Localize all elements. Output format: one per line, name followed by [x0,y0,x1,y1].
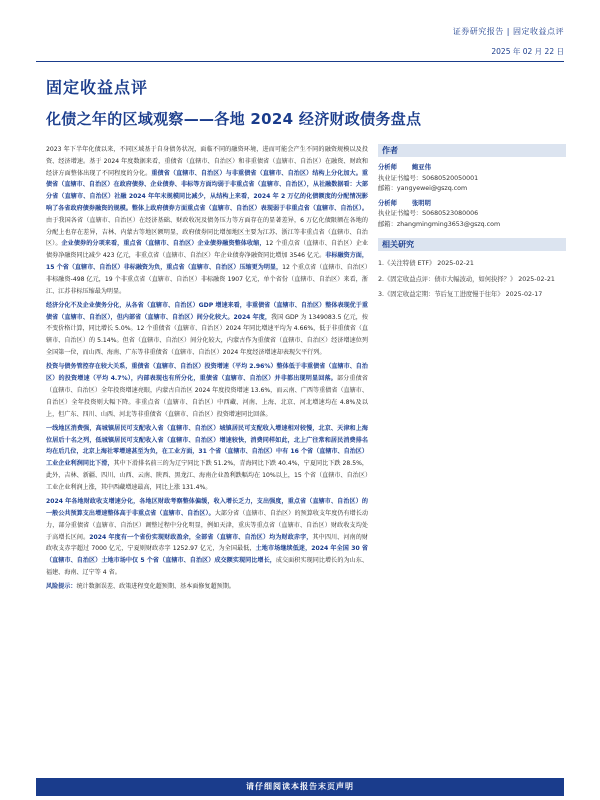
related-research [378,238,566,301]
sidebar [378,144,566,306]
related-heading: 相关研究 [378,238,566,251]
header-divider [36,61,564,62]
body-text: 由于我国各省（直辖市、自治区）在经济基础、财政收况及债务压力等方面存在的显著差异，6 万亿化债限额在各地的分配上也存在差异，吉林、内蒙古等地区额明显，政府债券同比增加地区主要为江苏、浙江等非重点省（直辖市、自治区）。 [46,216,368,248]
paragraphs [46,144,368,579]
related-list [378,259,566,301]
body-text: 其中四川、河南的财政收支赤字超过 7000 亿元，宁夏则财政赤字 1252.97 亿元，为全国最低， [46,533,368,553]
report-date: 2025 年 02 月 22 日 [491,47,564,56]
analyst-role: 分析师 [378,199,397,207]
email-label: 邮箱： [378,220,397,228]
cert-label: 执业证书编号： [378,174,423,182]
risk-text: 统计数据误差、政策进程变化超预期、基本面修复超预期。 [76,583,235,591]
body-paragraph [46,300,368,359]
related-item[interactable]: 1.《关注特债 ETF》 2025-02-21 [378,260,474,267]
analyst-role: 分析师 [378,164,397,171]
body-text: 其中下滑排名前三的为辽宁同比下跌 51.2%，青海同比下跌 40.4%，宁夏同比下跌 28.5%，此外，吉林、新疆、四川、山西、云南、陕西、黑龙江、海南企业盈利跌幅均在 10%以上，15 个省（直辖市、自治区）工业企业利润上涨，其中西藏增速最高，同比上涨 131.4%。 [46,460,368,491]
body-text: 我国 GDP 为 1349083.5 亿元，按不变价格计算，同比增长 5.0%。12 个重债省（直辖市、自治区）2024 年同比增速平均为 4.66%，低于非重债省（直辖市、自治区）的 5.14%。但省（直辖市、自治区）间分化较大，内蒙古作为重债省（直辖市、自治区）经济增速位列全国第一位，而山西、海南、广东等非重债省（直辖市、自治区）2024 年度经济增速却表现欠平行列。 [46,313,368,357]
report-type: 证券研究报告 | 固定收益点评 [452,27,564,36]
body-paragraph [46,144,368,297]
key-finding-text: 一线地区消费强，高城镇居民可支配收入省（直辖市、自治区）城镇居民可支配收入增速相对较慢，北京、天津和上海位居后十名之列，低城镇居民可支配收入省（直辖市、自治区）增速较快，消费同样如此，北上广往常和居民消费排名均在后几位，北京上海社零增速甚至为负，在工业方面，31 个省（直辖市、自治区）中有 16 个省（直辖市、自治区）工业企业利润同比下滑， [46,424,368,468]
body-text: 大部分省（直辖市、自治区）的预算收支年度仍有增长动力，部分重债省（直辖市、自治区）调整过程中分化明显，例如天津，重庆等重点省（直辖市、自治区）财政收支均处于高增长区间。 [46,509,368,541]
cert-number: S0680520050001 [422,174,479,182]
body-paragraph [46,496,368,579]
analyst-card [378,199,566,231]
analyst-card [378,163,566,195]
footer-disclaimer: 请仔细阅读本报告末页声明 [36,778,564,796]
key-finding-text: 2024 年度有一个省份实现财政盈余，全部省（直辖市、自治区）均为财政赤字， [89,533,313,541]
key-finding-text: 土地市场继续低迷，2024 年全国 30 省（直辖市、自治区）土地市场中仅 5 个省（直辖市、自治区）成交额实现同比增长， [46,545,368,565]
body-text: 部分重债省（直辖市、自治区）全年投资增速亮眼，内蒙古自治区 2024 年度投资增速 13.6%，而云南、广西等重债省（直辖市、自治区）全年投资则大幅下降。非重点省（直辖市、自治区）中西藏、河南、上海、北京、河北增速均在 4.8%及以上，但广东、四川、山西、河北等非重债省（直辖市、自治区）投资增速同比回落。 [46,375,368,418]
key-finding-text: 投资与债务管控存在较大关系，重债省（直辖市、自治区）投资增速（平均 2.96%）整体低于非重债省（直辖市、自治区）的投资增速（平均 4.7%），内部表现也有所分化，重债省（直辖市、自治区）并非都出现明显回落。 [46,363,368,383]
key-finding-text: 重债省（直辖市、自治区）与非重债省（直辖市、自治区）结构上分化加大。重债省（直辖市、自治区）在政府债券、企业债券、非标等方面均弱于非重点省（直辖市、自治区），从社融数据看：大部分省（直辖市、自治区）社融 2024 年年末规模同比减少，从结构上来看，2024 年 2 万亿的化债额度的分配情况影响了各省政府债券融资的规模。整体上政府债券方面重点省（直辖市、自治区）表现弱于非重点省（直辖市、自治区）。 [46,169,368,212]
cert-number: S0680523080006 [422,210,479,217]
email-label: 邮箱： [378,185,397,192]
page-title: 固定收益点评 [46,78,149,97]
main-body [46,144,368,704]
related-item[interactable]: 2.《固定收益点评：债市大幅波动，如何抉择？》 2025-02-21 [378,275,555,283]
page-subtitle: 化债之年的区域观察——各地 2024 经济财政债务盘点 [46,110,422,128]
risk-note [46,581,368,593]
body-paragraph [46,423,368,494]
risk-label: 风险提示： [46,583,77,591]
key-finding-text: 企业债券的分项来看，重点省（直辖市、自治区）企业债券融资整体收缩， [61,240,266,248]
analyst-name: 鲍亚伟 [412,164,431,171]
key-finding-text: 2024 年各地财政收支增速分化，各地区财政考察整体偏缓，收入增长乏力，支出强度，重点省（直辖市、自治区）的一般公共预算支出增速整体高于非重点省（直辖市、自治区）。 [46,498,368,517]
cert-label: 执业证书编号： [378,210,423,217]
body-text: 成交面积实现同比增长的为山东、福建、海南、辽宁等 4 省。 [46,557,368,576]
body-paragraph [46,361,368,420]
related-item[interactable]: 3.《固定收益定期：节后复工进度慢于往年》 2025-02-17 [378,291,543,298]
authors-heading: 作者 [378,144,566,157]
body-text: 12 个重点省（直辖市、自治区）企业债券净融资同比减少 423 亿元，非重点省（直辖市、自治区）年企业债券净融资同比增加 3546 亿元。 [46,240,368,260]
analyst-email[interactable]: zhangmingming3653@gszq.com [396,220,501,228]
key-finding-text: 经济分化不及企业债务分化，从各省（直辖市、自治区）GDP 增速来看，非重债省（直辖市、自治区）整体表现优于重债省（直辖市、自治区），但内部省（直辖市、自治区）间分化较大。2024 年度， [46,301,368,321]
analyst-name: 张明明 [412,199,431,207]
analyst-email[interactable]: yangyewei@gszq.com [396,185,468,192]
body-text: 2023 年下半年化债以来，不同区域基于自身债务状况，面临不同的融资环境，进而可能会产生不同的融资规模以及投资、经济增速。基于 2024 年度数据来看，重债省（直辖市、自治区）和非重债省（直辖市、自治区）在融资、财政和经济方面整体出现了不同程度的分化。 [46,146,368,177]
report-header [453,26,564,57]
key-finding-text: 非标融资方面，15 个省（直辖市、自治区）非标融资为负，重点省（直辖市、自治区）压缩更为明显， [46,252,368,271]
body-text: 12 个重点省（直辖市、自治区）非标融资-498 亿元，19 个非重点省（直辖市、自治区）非标融资 1907 亿元，单个省份（直辖市、自治区）来看，浙江、江苏非标压缩最为明显。 [46,263,368,295]
